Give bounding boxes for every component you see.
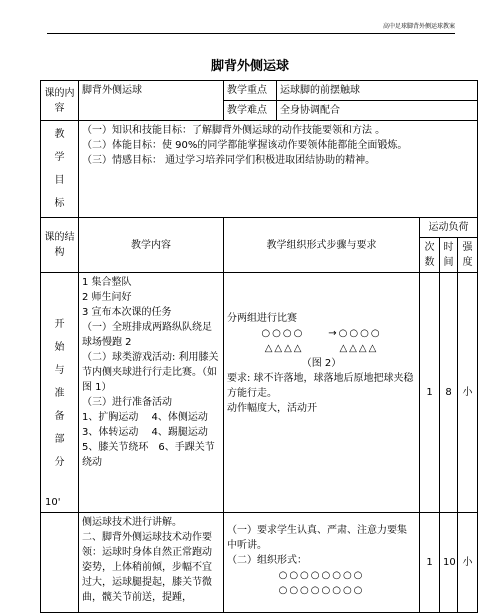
section2-intensity: 小 [458,513,478,613]
section2-count: 1 [420,513,440,613]
difficulty-label: 教学难点 [224,101,277,121]
section1-intensity: 小 [458,273,478,513]
section1-content: 1 集合整队 2 师生问好 3 宣布本次课的任务 （一）全班排成两路纵队绕足球场慢跑 2 （二）球类游戏活动: 利用膝关节内侧夹球进行行走比赛。（如图 1） （三）进行准备活动 1、扩胸运动 4、体侧运动 3、体转运动 4、踢腿运动 5、膝关节绕环 6、手踝关节绕动 [79,273,224,513]
count-header: 次数 [420,238,440,273]
section1-time: 8 [440,273,458,513]
objectives-label: 教 学 目 标 [41,121,79,218]
section2-label [41,513,79,613]
content-header: 教学内容 [79,218,224,273]
objective-knowledge: （一）知识和技能目标：了解脚背外侧运球的动作技能要领和方法 。 [82,125,386,136]
content-value: 脚背外侧运球 [79,81,224,121]
intensity-header: 强度 [458,238,478,273]
difficulty-value: 全身协调配合 [277,101,478,121]
method-header: 教学组织形式步骤与要求 [224,218,420,273]
section2-time: 10 [440,513,458,613]
objectives-text [79,121,478,218]
objective-emotion: （三）情感目标： 通过学习培养同学们积极进取团结协助的精神。 [82,155,376,166]
content-label-cell [41,81,79,121]
document-title: 脚背外侧运球 [210,59,289,74]
section1-count: 1 [420,273,440,513]
formation-triangles: △△△△ △△△△ [264,343,379,354]
load-header: 运动负荷 [420,218,478,238]
structure-header: 课的结构 [41,218,79,273]
header-rule [47,33,455,34]
figure-caption: （图 2） [301,358,342,369]
running-header: 高中足球脚背外侧运球教案 [382,23,455,30]
section2-content: 侧运球技术进行讲解。 二、脚背外侧运球技术动作要领：运球时身体自然正常跑动姿势，上体稍前倾，步幅不宜过大，运球腿提起，膝关节微曲，髋关节前送，提踵， [79,513,224,613]
section1-label: 开 始 与 准 备 部 分 10' [41,273,79,513]
content-label: 课的内容 [44,87,75,114]
time-header: 时间 [440,238,458,273]
lesson-plan-table [40,80,478,613]
focus-value: 运球脚的前摆触球 [277,81,478,101]
objective-fitness: （二）体能目标：使 90%的同学都能掌握该动作要领体能都能全面锻炼。 [82,140,408,151]
section1-method: 分两组进行比赛 ○○○○ →○○○○ △△△△ △△△△ （图 2） 要求: 球不许落地，球落地后原地把球夹稳方能行走。 动作幅度大，活动开 [224,273,420,513]
section2-method: （一）要求学生认真、严肃、注意力要集中听讲。 （二）组织形式： ○○○○○○○○ ○○○○○○○○ [224,513,420,613]
section1-duration: 10' [45,497,61,508]
formation-circles: ○○○○ →○○○○ [261,328,382,339]
focus-label: 教学重点 [224,81,277,101]
